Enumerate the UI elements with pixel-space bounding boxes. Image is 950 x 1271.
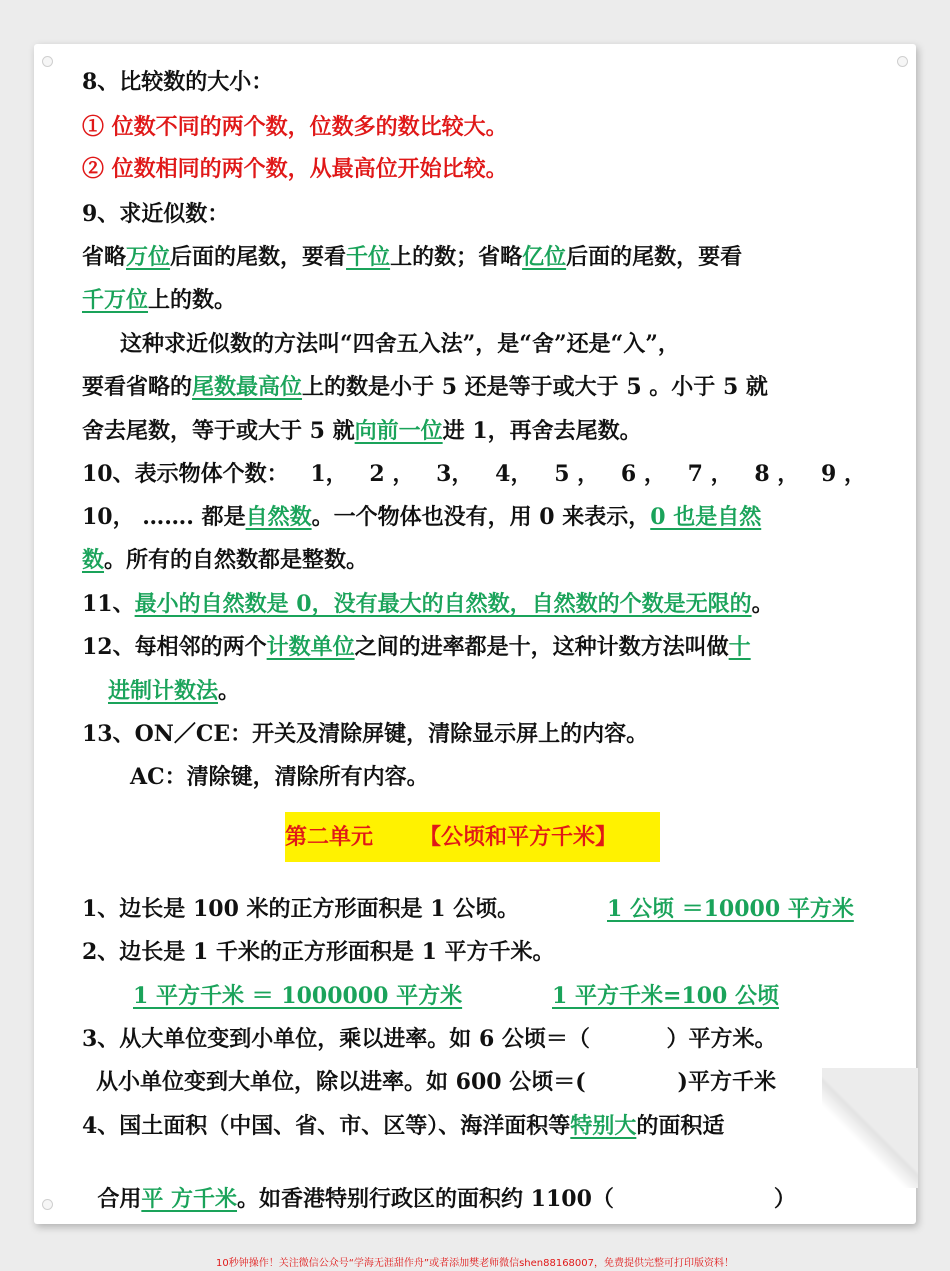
unit2-item-4-line-a: 4、国土面积（中国、省、市、区等）、海洋面积等特别大的面积适: [82, 1113, 725, 1139]
item-9-line-a: 省略万位后面的尾数，要看千位上的数；省略亿位后面的尾数，要看: [82, 244, 743, 270]
unit2-item-2-formula-b: 1 平方千米=100 公顷: [552, 983, 779, 1009]
binder-hole-top-left: [42, 56, 53, 67]
unit2-item-1-formula: 1 公顷 ＝10000 平方米: [607, 896, 854, 922]
item-13-line-b: AC：清除键，清除所有内容。: [130, 764, 429, 790]
item-10-line-c: 数。所有的自然数都是整数。: [82, 547, 369, 573]
unit2-item-2: 2、边长是 1 千米的正方形面积是 1 平方千米。: [82, 939, 555, 965]
unit2-item-3-line-b: 从小单位变到大单位，除以进率。如 600 公顷＝( )平方千米: [96, 1069, 776, 1095]
item-8-title: 8、比较数的大小：: [82, 69, 274, 95]
item-12-line-a: 12、每相邻的两个计数单位之间的进率都是十，这种计数方法叫做十: [82, 634, 751, 660]
item-8-rule-2: ② 位数相同的两个数，从最高位开始比较。: [82, 156, 508, 182]
item-8-rule-1: ① 位数不同的两个数，位数多的数比较大。: [82, 114, 508, 140]
unit2-item-4-line-b: 合用平 方千米。如香港特别行政区的面积约 1100（ ）: [97, 1186, 796, 1212]
item-9-line-c: 这种求近似数的方法叫“四舍五入法”，是“舍”还是“入”，: [120, 331, 680, 357]
item-9-line-b: 千万位上的数。: [82, 287, 237, 313]
unit2-item-2-formula-a: 1 平方千米 ＝ 1000000 平方米: [133, 983, 463, 1009]
item-10-line-b: 10， ……. 都是自然数。一个物体也没有，用 0 来表示，0 也是自然: [82, 504, 762, 530]
binder-hole-bottom-left: [42, 1199, 53, 1210]
item-10-line-a: 10、表示物体个数： 1， 2 ， 3， 4， 5 ， 6 ， 7 ， 8 ， 9 ，: [82, 461, 866, 487]
item-9-line-d: 要看省略的尾数最高位上的数是小于 5 还是等于或大于 5 。小于 5 就: [82, 374, 768, 400]
item-9-title: 9、求近似数：: [82, 201, 230, 227]
unit2-item-3-line-a: 3、从大单位变到小单位，乘以进率。如 6 公顷＝（ ）平方米。: [82, 1026, 777, 1052]
item-13-line-a: 13、ON／CE：开关及清除屏键，清除显示屏上的内容。: [82, 721, 649, 747]
item-9-line-e: 舍去尾数，等于或大于 5 就向前一位进 1，再舍去尾数。: [82, 418, 642, 444]
item-12-line-b: 进制计数法。: [108, 678, 241, 704]
item-11: 11、最小的自然数是 0，没有最大的自然数，自然数的个数是无限的。: [82, 591, 774, 617]
footer-notice: 10秒钟操作！关注微信公众号“学海无涯甜作舟”或者添加樊老师微信shen88168007，免费提供完整可打印版资料！: [215, 1258, 735, 1269]
unit2-item-1: 1、边长是 100 米的正方形面积是 1 公顷。: [82, 896, 520, 922]
binder-hole-top-right: [897, 56, 908, 67]
unit-2-heading: 第二单元 【公顷和平方千米】: [285, 812, 660, 862]
